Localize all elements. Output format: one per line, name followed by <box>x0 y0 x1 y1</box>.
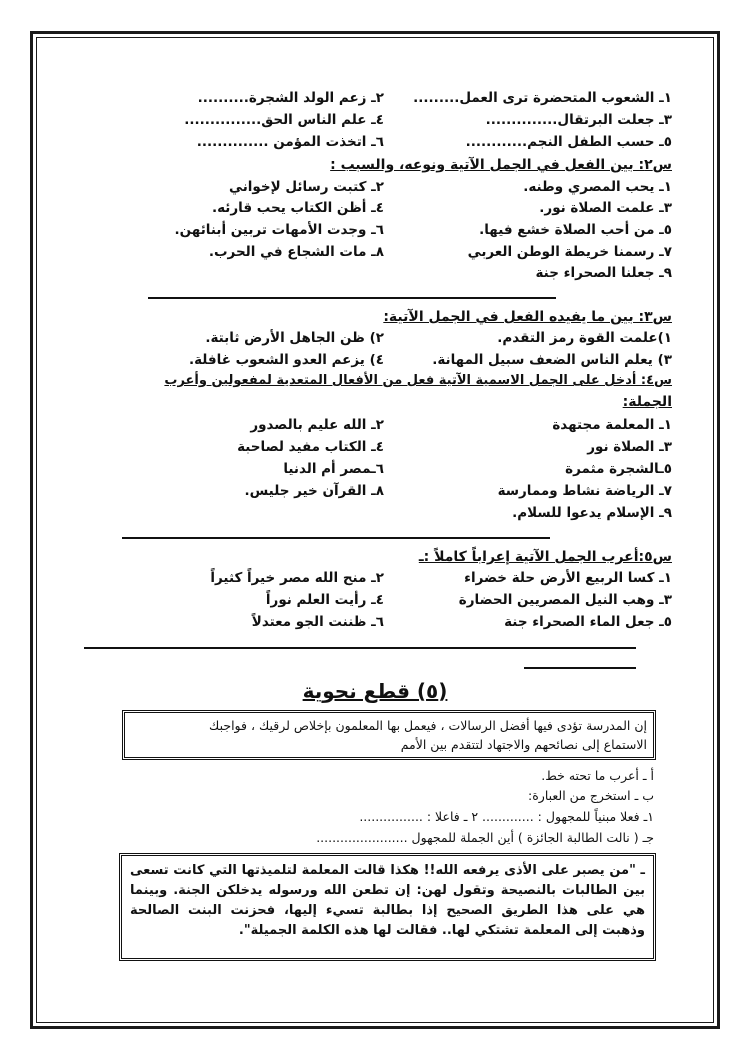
q1-item-5: ٥ـ حسب الطفل النجم............ <box>465 134 672 150</box>
q5-item-3: ٣ـ وهب النيل المصريين الحضارة <box>458 592 672 608</box>
section-title-text: (٥) قطع نحوية <box>302 679 448 703</box>
q3-item-4: ٤) يزعم العدو الشعوب غافلة. <box>188 352 384 368</box>
passage-box <box>122 710 656 760</box>
q4-item-3: ٣ـ الصلاة نور <box>587 439 672 455</box>
q4-item-6: ٦ـمصر أم الدنيا <box>283 461 384 477</box>
q5-item-1: ١ـ كسا الربيع الأرض حلة خضراء <box>464 570 672 586</box>
passage-line-1: إن المدرسة تؤدى فيها أفضل الرسالات ، فيعمل بها المعلمون بإخلاص لرقيك ، فواجبك <box>209 718 647 733</box>
q2-item-8: ٨ـ مات الشجاع في الحرب. <box>208 244 384 260</box>
q5-heading: س٥:أعرب الجمل الآتية إعراباً كاملاً :ـ <box>418 549 672 565</box>
q4-item-2: ٢ـ الله عليم بالصدور <box>250 417 384 433</box>
q1-item-6: ٦ـ اتخذت المؤمن .............. <box>196 134 384 150</box>
q4-item-4: ٤ـ الكتاب مفيد لصاحبة <box>237 439 384 455</box>
q4-item-9: ٩ـ الإسلام يدعوا للسلام. <box>512 505 672 521</box>
q2-item-9: ٩ـ جعلنا الصحراء جنة <box>535 265 672 281</box>
q2-item-6: ٦ـ وجدت الأمهات تربين أبنائهن. <box>174 222 384 238</box>
q1-item-4: ٤ـ علم الناس الحق............... <box>184 112 384 128</box>
q2-item-2: ٢ـ كتبت رسائل لإخواني <box>229 179 384 195</box>
q1-item-3: ٣ـ جعلت البرتقال.............. <box>485 112 672 128</box>
passage-box-2 <box>119 853 656 961</box>
question-a: أ ـ أعرب ما تحته خط. <box>541 768 654 783</box>
q2-heading: س٢: بين الفعل في الجمل الآتية ونوعه، والسبب : <box>330 157 672 173</box>
q4-item-5: ٥ـالشجرة مثمرة <box>565 461 672 477</box>
divider <box>122 537 550 539</box>
q4-item-7: ٧ـ الرياضة نشاط وممارسة <box>497 483 672 499</box>
q3-item-3: ٣) يعلم الناس الضعف سبيل المهانة. <box>432 352 672 368</box>
q4-heading: س٤: أدخل على الجمل الاسمية الآتية فعل من الأفعال المتعدية لمفعولين وأعرب <box>164 373 672 388</box>
q5-item-6: ٦ـ ظننت الجو معتدلاً <box>251 614 384 630</box>
passage-line-2: الاستماع إلى نصائحهم والاجتهاد لتتقدم بين الأمم <box>400 737 647 752</box>
q2-item-4: ٤ـ أظن الكتاب يحب قارئه. <box>211 200 384 216</box>
divider <box>148 297 556 299</box>
question-b-items: ١ـ فعلا مبنياً للمجهول : ............. ٢ ـ فاعلا : ................ <box>359 809 654 824</box>
q5-item-2: ٢ـ منح الله مصر خيراً كثيراً <box>210 570 384 586</box>
question-c: جـ ( نالت الطالبة الجائزة ) أين الجملة للمجهول ....................... <box>316 830 654 845</box>
q5-item-4: ٤ـ رأيت العلم نوراً <box>265 592 384 608</box>
passage-text <box>125 713 653 757</box>
q5-item-5: ٥ـ جعل الماء الصحراء جنة <box>504 614 672 630</box>
divider <box>84 647 636 649</box>
q3-heading: س٣: بين ما يفيده الفعل في الجمل الآتية: <box>383 309 672 325</box>
q4-item-1: ١ـ المعلمة مجتهدة <box>552 417 672 433</box>
divider-short <box>524 667 636 669</box>
q2-item-5: ٥ـ من أحب الصلاة خشع فيها. <box>479 222 672 238</box>
q4-heading-2: الجملة: <box>622 394 672 410</box>
q2-item-1: ١ـ يحب المصري وطنه. <box>523 179 672 195</box>
q1-item-2: ٢ـ زعم الولد الشجرة.......... <box>197 90 384 106</box>
section-title <box>36 679 714 703</box>
q3-item-1: ١)علمت القوة رمز التقدم. <box>497 330 672 346</box>
q1-item-1: ١ـ الشعوب المتحضرة ترى العمل......... <box>413 90 672 106</box>
q3-item-2: ٢) ظن الجاهل الأرض ثابتة. <box>205 330 384 346</box>
question-b: ب ـ استخرج من العبارة: <box>528 788 654 803</box>
q2-item-7: ٧ـ رسمنا خريطة الوطن العربي <box>467 244 672 260</box>
worksheet <box>36 37 714 1023</box>
q4-item-8: ٨ـ القرآن خير جليس. <box>244 483 384 499</box>
q2-item-3: ٣ـ علمت الصلاة نور. <box>539 200 672 216</box>
passage-2-text: ـ "من يصبر على الأذى يرفعه الله!! هكذا قالت المعلمة لتلميذتها التي كانت تسعى بين الطالبات بالنصيحة وتقول لهن: إن تطعن الله ورسوله يدخلكن الجنة. وبينما هي على هذا الطريق الصحيح إذا بطالبة تسيء إليها، فحزنت البنت الصالحة وذهبت إلى المعلمة تشتكي لها.. فقالت لها هذه الكلمة الجميلة". <box>130 863 645 938</box>
